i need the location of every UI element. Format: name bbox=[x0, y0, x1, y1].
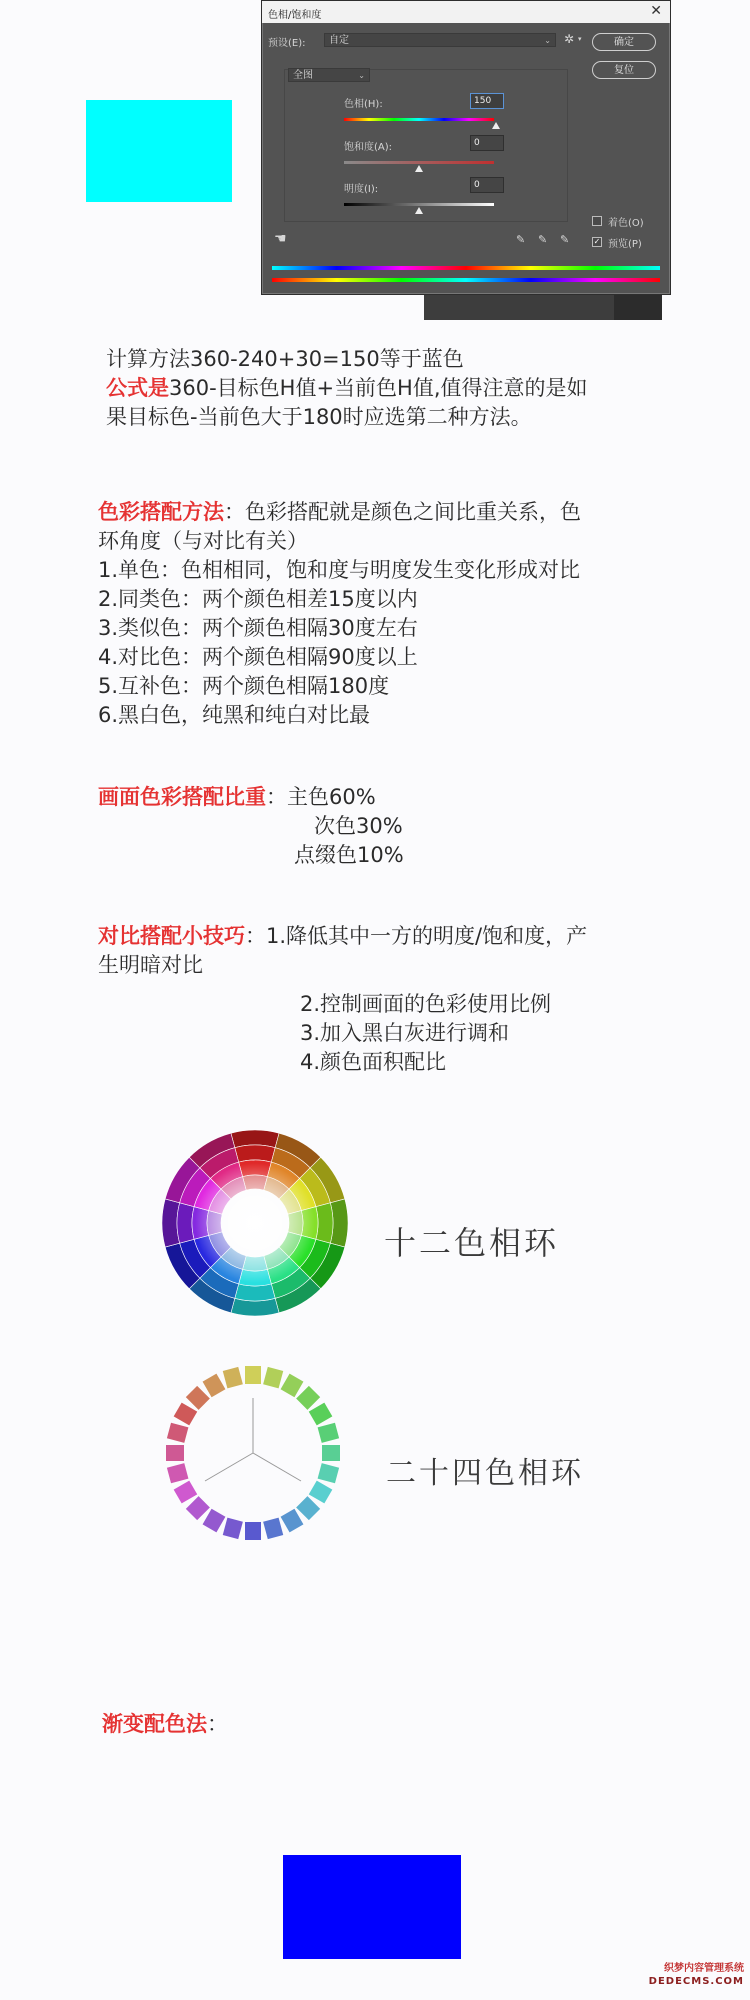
eyedropper-minus-icon[interactable]: ✎ bbox=[560, 233, 570, 246]
colorize-label: 着色(O) bbox=[608, 218, 644, 229]
method-item-2: 2.同类色：两个颜色相差15度以内 bbox=[98, 587, 418, 611]
twelve-color-wheel-label: 十二色相环 bbox=[384, 1224, 560, 1262]
saturation-slider-thumb[interactable] bbox=[415, 165, 423, 172]
gear-icon[interactable]: ✲ bbox=[564, 32, 575, 46]
blue-color-swatch bbox=[283, 1855, 461, 1959]
hand-target-icon[interactable]: ☚ bbox=[274, 231, 287, 247]
twelve-wheel-segment bbox=[235, 1145, 275, 1162]
saturation-input[interactable]: 0 bbox=[470, 135, 504, 151]
twenty-four-wheel-block bbox=[296, 1386, 320, 1410]
twenty-four-wheel-block bbox=[263, 1367, 283, 1389]
twelve-wheel-segment bbox=[235, 1284, 275, 1301]
site-watermark bbox=[640, 1962, 744, 1994]
eyedropper-plus-icon[interactable]: ✎ bbox=[538, 233, 548, 246]
ratio-heading: 画面色彩搭配比重 bbox=[98, 785, 266, 809]
wheel-axis-line bbox=[205, 1453, 253, 1481]
gradient-line bbox=[102, 1710, 228, 1739]
twenty-four-wheel-block bbox=[309, 1481, 333, 1504]
hue-input[interactable]: 150 bbox=[470, 93, 504, 109]
twenty-four-wheel-block bbox=[263, 1518, 283, 1540]
tip-4: 4.颜色面积配比 bbox=[300, 1050, 447, 1074]
twenty-four-color-wheel-graphic bbox=[148, 1348, 358, 1558]
tips-line-1 bbox=[98, 922, 587, 951]
twenty-four-wheel-block bbox=[318, 1463, 340, 1483]
twenty-four-wheel-block bbox=[186, 1386, 210, 1410]
method-item-3: 3.类似色：两个颜色相隔30度左右 bbox=[98, 616, 418, 640]
hue-slider-track[interactable] bbox=[344, 118, 494, 121]
method-heading: 色彩搭配方法 bbox=[98, 500, 224, 524]
formula-heading: 公式是 bbox=[106, 376, 169, 400]
twelve-color-wheel-graphic bbox=[160, 1128, 350, 1318]
lightness-label: 明度(I): bbox=[344, 184, 379, 195]
twenty-four-wheel-block bbox=[223, 1367, 243, 1389]
twenty-four-wheel-block bbox=[186, 1496, 210, 1520]
saturation-label: 饱和度(A): bbox=[344, 142, 393, 153]
preview-checkbox[interactable]: ✓ bbox=[593, 237, 601, 246]
twelve-wheel-segment bbox=[316, 1203, 333, 1243]
dialog-background-shadow-dark bbox=[614, 293, 662, 320]
method-item-4: 4.对比色：两个颜色相隔90度以上 bbox=[98, 645, 418, 669]
hue-label: 色相(H): bbox=[344, 99, 383, 110]
chevron-down-icon: ⌄ bbox=[544, 36, 551, 45]
watermark-line-2: DEDECMS.COM bbox=[648, 1976, 744, 1987]
adjustment-panel bbox=[284, 69, 568, 222]
twenty-four-wheel-block bbox=[281, 1374, 304, 1398]
result-color-bar bbox=[272, 266, 660, 270]
method-line-2: 环角度（与对比有关） bbox=[98, 529, 308, 553]
channel-dropdown[interactable] bbox=[288, 68, 370, 82]
twenty-four-wheel-block bbox=[203, 1509, 226, 1533]
preset-label: 预设(E): bbox=[268, 38, 306, 49]
lightness-slider-track[interactable] bbox=[344, 203, 494, 206]
twenty-four-wheel-block bbox=[174, 1481, 198, 1504]
twenty-four-wheel-block bbox=[203, 1374, 226, 1398]
gradient-colon: ： bbox=[207, 1712, 228, 1736]
twenty-four-wheel-block bbox=[245, 1366, 261, 1384]
ratio-second: 次色30% bbox=[314, 814, 403, 838]
tips-heading: 对比搭配小技巧 bbox=[98, 924, 245, 948]
reset-button[interactable]: 复位 bbox=[592, 61, 656, 79]
method-intro: ：色彩搭配就是颜色之间比重关系，色 bbox=[224, 500, 581, 524]
twenty-four-wheel-block bbox=[296, 1496, 320, 1520]
wheel-center-glow bbox=[195, 1163, 315, 1283]
dialog-titlebar bbox=[262, 1, 670, 23]
tip-1: ：1.降低其中一方的明度/饱和度，产 bbox=[245, 924, 588, 948]
lightness-input[interactable]: 0 bbox=[470, 177, 504, 193]
twenty-four-wheel-block bbox=[166, 1445, 184, 1461]
hue-slider-thumb[interactable] bbox=[492, 122, 500, 129]
twenty-four-wheel-block bbox=[309, 1403, 333, 1426]
twenty-four-wheel-block bbox=[167, 1463, 189, 1483]
source-color-bar bbox=[272, 278, 660, 282]
twenty-four-wheel-block bbox=[281, 1509, 304, 1533]
cyan-color-swatch bbox=[86, 100, 232, 202]
watermark-line-1: 织梦内容管理系统 bbox=[664, 1963, 744, 1974]
method-item-5: 5.互补色：两个颜色相隔180度 bbox=[98, 674, 390, 698]
ratio-main: ：主色60% bbox=[266, 785, 376, 809]
formula-line-1: 计算方法360-240+30=150等于蓝色 bbox=[106, 347, 464, 371]
twelve-color-wheel bbox=[160, 1128, 350, 1318]
preview-label: 预览(P) bbox=[608, 239, 642, 250]
eyedropper-icon[interactable]: ✎ bbox=[516, 233, 526, 246]
method-item-1: 1.单色：色相相同，饱和度与明度发生变化形成对比 bbox=[98, 558, 581, 582]
dialog-title: 色相/饱和度 bbox=[268, 10, 322, 21]
hue-saturation-dialog bbox=[261, 0, 671, 295]
formula-line-2 bbox=[106, 374, 588, 403]
ok-button[interactable]: 确定 bbox=[592, 33, 656, 51]
formula-text: 360-目标色H值+当前色H值,值得注意的是如 bbox=[169, 376, 588, 400]
method-item-6: 6.黑白色，纯黑和纯白对比最 bbox=[98, 703, 371, 727]
wheel-axis-line bbox=[253, 1453, 301, 1481]
twenty-four-color-wheel-label: 二十四色相环 bbox=[386, 1456, 584, 1491]
twenty-four-wheel-block bbox=[174, 1403, 198, 1426]
twenty-four-wheel-block bbox=[318, 1423, 340, 1443]
twenty-four-wheel-block bbox=[322, 1445, 340, 1461]
close-icon[interactable]: ✕ bbox=[650, 3, 662, 19]
twenty-four-wheel-block bbox=[245, 1522, 261, 1540]
formula-line-3: 果目标色-当前色大于180时应选第二种方法。 bbox=[106, 405, 532, 429]
method-line-1 bbox=[98, 498, 581, 527]
lightness-slider-thumb[interactable] bbox=[415, 207, 423, 214]
saturation-slider-track[interactable] bbox=[344, 161, 494, 164]
twenty-four-wheel-block bbox=[223, 1518, 243, 1540]
colorize-checkbox[interactable] bbox=[592, 216, 602, 226]
ratio-line-1 bbox=[98, 783, 376, 812]
tip-3: 3.加入黑白灰进行调和 bbox=[300, 1021, 510, 1045]
twenty-four-wheel-block bbox=[167, 1423, 189, 1443]
channel-value: 全图 bbox=[293, 70, 313, 81]
tips-line-2: 生明暗对比 bbox=[98, 953, 203, 977]
gradient-heading: 渐变配色法 bbox=[102, 1712, 207, 1736]
tip-2: 2.控制画面的色彩使用比例 bbox=[300, 992, 552, 1016]
twenty-four-color-wheel bbox=[148, 1348, 358, 1558]
preset-value: 自定 bbox=[329, 35, 349, 46]
twelve-wheel-segment bbox=[177, 1203, 194, 1243]
ratio-accent: 点缀色10% bbox=[294, 843, 404, 867]
preset-dropdown[interactable] bbox=[324, 33, 556, 47]
gear-menu-chevron-icon[interactable]: ▾ bbox=[578, 35, 582, 43]
chevron-down-icon: ⌄ bbox=[358, 71, 365, 80]
